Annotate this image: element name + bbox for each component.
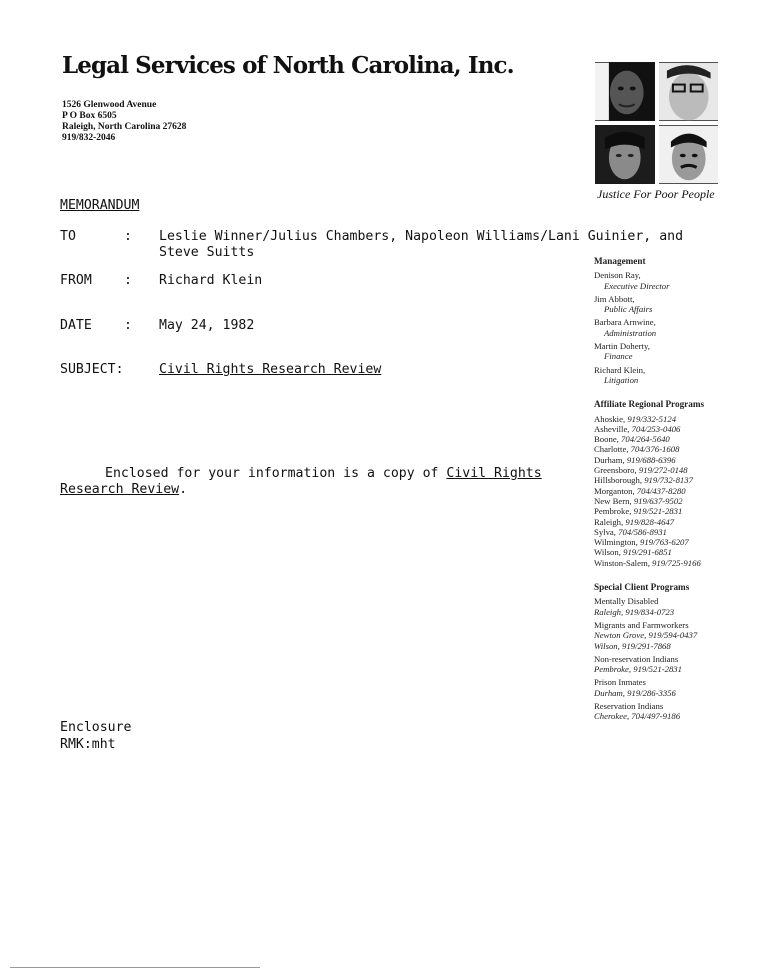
staff-role: Administration [604, 327, 657, 338]
program-name: Non-reservation Indians [594, 653, 679, 664]
management-entry [594, 294, 764, 315]
office-city: Durham, [594, 454, 627, 465]
body-publication-title: Civil Rights Research Review [60, 466, 542, 497]
special-program [594, 677, 764, 698]
enclosure-note: Enclosure [60, 720, 132, 735]
office-phone: 704/437-8280 [636, 485, 686, 496]
date-colon: : [124, 318, 132, 333]
special-program [594, 701, 764, 722]
office-phone: 919/637-9502 [633, 495, 683, 506]
memo-body [60, 466, 580, 498]
office-city: Hillsborough, [594, 475, 645, 486]
office-phone: 704/264-5640 [621, 434, 670, 445]
affiliate-office [594, 537, 764, 547]
program-office [594, 664, 764, 674]
affiliate-office [594, 527, 764, 537]
staff-role: Executive Director [604, 280, 670, 291]
office-phone: 919/828-4647 [625, 516, 675, 527]
special-program [594, 596, 764, 617]
staff-name: Martin Doherty, [594, 341, 650, 352]
office-phone: 919/291-6851 [623, 547, 672, 558]
to-label: TO [60, 229, 76, 244]
affiliate-office [594, 414, 764, 424]
special-program [594, 620, 764, 651]
from-colon: : [124, 273, 132, 288]
body-suffix: . [179, 482, 188, 497]
portrait-photo-3 [595, 125, 655, 184]
affiliate-office [594, 424, 764, 434]
date-value: May 24, 1982 [159, 318, 255, 333]
management-heading: Management [594, 256, 646, 266]
office-city: Winston-Salem, [594, 557, 653, 568]
management-entry [594, 270, 764, 291]
management-entry [594, 341, 764, 362]
staff-name: Richard Klein, [594, 364, 646, 375]
program-name: Prison Inmates [594, 677, 646, 688]
special-list [594, 596, 764, 721]
office-phone: 704/376-1608 [630, 444, 680, 455]
address-line: Raleigh, North Carolina 27628 [62, 122, 187, 132]
program-name: Migrants and Farmworkers [594, 619, 689, 630]
staff-role: Finance [604, 351, 633, 362]
special-client-programs [594, 582, 764, 722]
memo-title [60, 198, 139, 213]
page-edge-line [10, 967, 260, 968]
affiliate-office [594, 547, 764, 557]
office-phone: 919/521-2831 [633, 506, 683, 517]
office-phone: 919/332-5124 [627, 413, 677, 424]
staff-name: Barbara Arnwine, [594, 317, 656, 328]
office-city: Sylva, [594, 526, 619, 537]
portrait-image-2 [659, 62, 719, 121]
program-office-text: Raleigh, 919/834-0723 [594, 606, 675, 617]
from-label: FROM [60, 273, 92, 288]
org-name: Legal Services of North Carolina, Inc. [62, 52, 514, 79]
portrait-photo-1 [595, 62, 655, 121]
portrait-photo-2 [659, 62, 719, 121]
address-line: 1526 Glenwood Avenue [62, 100, 157, 110]
program-office-text: Newton Grove, 919/594-0437 [594, 630, 698, 641]
subject-value: Civil Rights Research Review [159, 362, 382, 377]
affiliate-office [594, 434, 764, 444]
affiliate-office [594, 558, 764, 568]
affiliate-office [594, 486, 764, 496]
office-phone: 704/586-8931 [618, 526, 667, 537]
office-phone: 919/688-6396 [626, 454, 676, 465]
staff-name: Jim Abbott, [594, 293, 635, 304]
tagline: Justice For Poor People [597, 187, 715, 201]
portrait-photo-4 [659, 125, 719, 184]
office-city: Wilmington, [594, 537, 640, 548]
portrait-image-4 [659, 125, 719, 184]
office-phone: 919/725-9166 [652, 557, 701, 568]
affiliate-office [594, 475, 764, 485]
office-city: Morganton, [594, 485, 637, 496]
office-phone: 919/272-0148 [638, 465, 688, 476]
affiliate-office [594, 517, 764, 527]
staff-role: Litigation [604, 374, 639, 385]
affiliate-list [594, 414, 764, 568]
org-address [62, 100, 186, 144]
program-name: Mentally Disabled [594, 596, 659, 607]
program-office-text: Pembroke, 919/521-2831 [594, 664, 682, 675]
affiliate-office [594, 496, 764, 506]
staff-name: Denison Ray, [594, 270, 641, 281]
program-office [594, 607, 764, 617]
program-office [594, 630, 764, 640]
typist-initials: RMK:mht [60, 737, 116, 752]
affiliate-office [594, 506, 764, 516]
affiliate-office [594, 455, 764, 465]
office-city: Raleigh, [594, 516, 626, 527]
program-office-text: Wilson, 919/291-7868 [594, 640, 671, 651]
staff-role: Public Affairs [604, 304, 653, 315]
program-office-text: Cherokee, 704/497-9186 [594, 711, 681, 722]
office-city: Wilson, [594, 547, 624, 558]
affiliate-office [594, 465, 764, 475]
from-value: Richard Klein [159, 273, 263, 288]
subject-label: SUBJECT: [60, 362, 124, 377]
special-heading: Special Client Programs [594, 582, 690, 593]
management-entry [594, 317, 764, 338]
office-city: Ahoskie, [594, 413, 628, 424]
portrait-image-1 [595, 62, 655, 121]
letterhead-sidebar [594, 256, 764, 725]
office-city: Charlotte, [594, 444, 631, 455]
management-entry [594, 365, 764, 386]
affiliate-heading: Affiliate Regional Programs [594, 399, 705, 410]
office-phone: 919/763-6207 [639, 537, 689, 548]
program-name: Reservation Indians [594, 700, 664, 711]
program-office [594, 641, 764, 651]
subject-field [159, 362, 381, 378]
special-program [594, 654, 764, 675]
affiliate-office [594, 444, 764, 454]
office-city: Boone, [594, 434, 622, 445]
address-line: 919/832-2046 [62, 133, 116, 143]
office-city: Greensboro, [594, 465, 639, 476]
memo-title-text: MEMORANDUM [60, 198, 140, 213]
program-office-text: Durham, 919/286-3356 [594, 687, 676, 698]
date-label: DATE [60, 318, 92, 333]
logo-photo-grid [595, 62, 718, 184]
office-phone: 704/253-0406 [631, 423, 681, 434]
office-phone: 919/732-8137 [644, 475, 693, 486]
office-city: Pembroke, [594, 506, 634, 517]
office-city: Asheville, [594, 423, 632, 434]
to-value: Leslie Winner/Julius Chambers, Napoleon Williams/Lani Guinier, and Steve Suitts [159, 229, 684, 260]
affiliate-programs [594, 399, 764, 568]
office-city: New Bern, [594, 495, 634, 506]
program-office [594, 711, 764, 721]
body-prefix: Enclosed for your information is a copy of [105, 466, 447, 481]
program-office [594, 688, 764, 698]
portrait-image-3 [595, 125, 655, 184]
to-colon: : [124, 229, 132, 244]
enclosure-block [60, 719, 131, 753]
address-line: P O Box 6505 [62, 111, 117, 121]
